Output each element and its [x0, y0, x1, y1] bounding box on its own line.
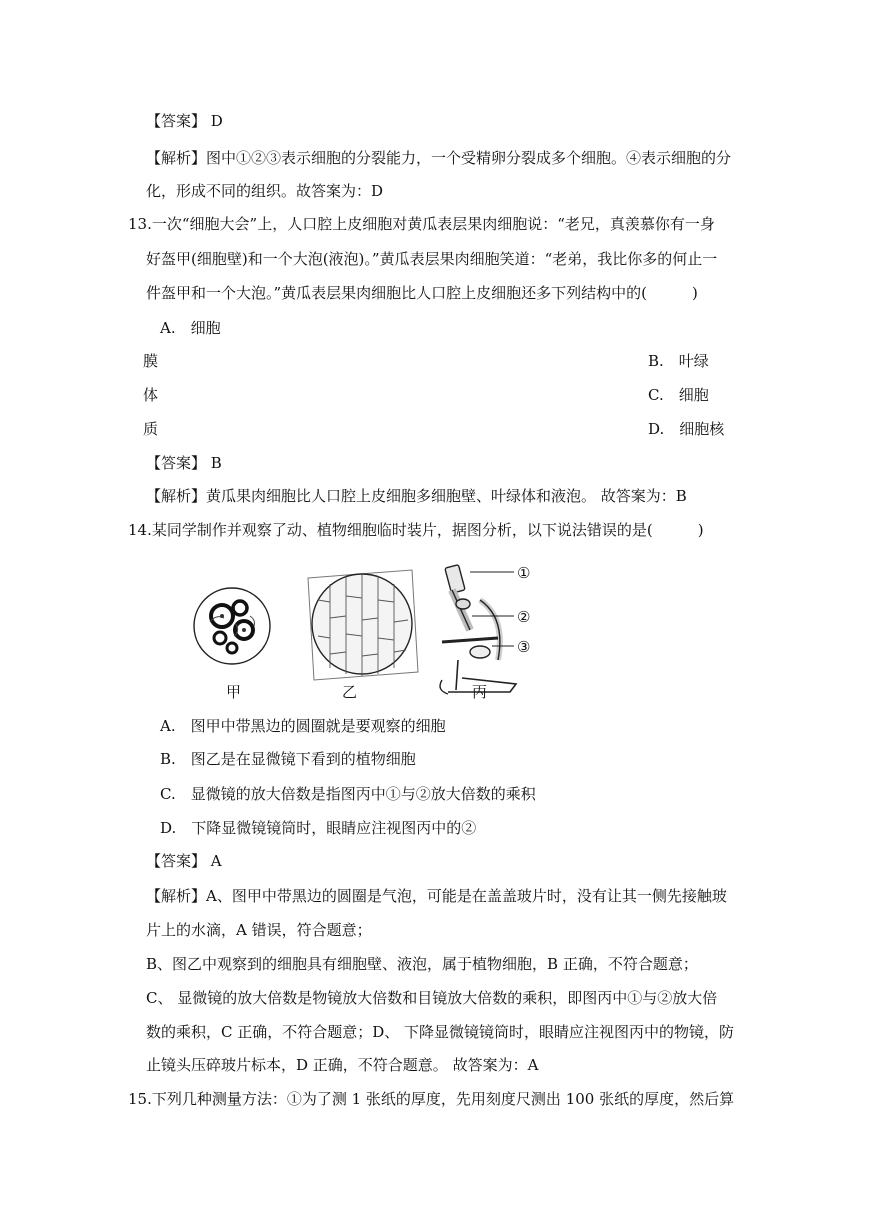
- q14-analysis-line-2: 片上的水滴，A 错误，符合题意；: [146, 921, 372, 939]
- q15-stem-line-1: 15.下列几种测量方法：①为了测 1 张纸的厚度，先用刻度尺测出 100 张纸的厚度，然后算: [128, 1090, 735, 1108]
- q14-stem: 14.某同学制作并观察了动、植物细胞临时装片，据图分析，以下说法错误的是( ): [128, 521, 704, 539]
- q13-option-a: A. 细胞: [160, 319, 221, 337]
- q13-option-c-wrap: 质: [143, 420, 159, 438]
- q14-answer: 【答案】 A: [146, 852, 222, 870]
- figure-label-jia: 甲: [226, 683, 242, 701]
- q14-analysis-line-6: 止镜头压碎玻片标本，D 正确，不符合题意。 故答案为：A: [146, 1056, 539, 1074]
- callout-1: ①: [517, 564, 531, 582]
- q14-analysis-line-3: B、图乙中观察到的细胞具有细胞壁、液泡，属于植物细胞，B 正确，不符合题意；: [146, 955, 698, 973]
- q13-option-a-wrap: 膜: [143, 352, 159, 370]
- q13-stem-line-2: 好盔甲(细胞壁)和一个大泡(液泡)。”黄瓜表层果肉细胞笑道：“老弟，我比你多的何止一: [146, 250, 718, 268]
- figure-yi-view: [308, 570, 418, 680]
- q13-option-c: C. 细胞: [648, 386, 709, 404]
- q13-analysis: 【解析】黄瓜果肉细胞比人口腔上皮细胞多细胞壁、叶绿体和液泡。 故答案为：B: [146, 487, 687, 505]
- q14-analysis-line-1: 【解析】A、图甲中带黑边的圆圈是气泡，可能是在盖盖玻片时，没有让其一侧先接触玻: [146, 887, 727, 905]
- q12-analysis-line-2: 化，形成不同的组织。故答案为：D: [146, 182, 384, 200]
- callout-3: ③: [517, 638, 531, 656]
- q13-option-d: D. 细胞核: [648, 420, 725, 438]
- q13-stem-line-1: 13.一次“细胞大会”上，人口腔上皮细胞对黄瓜表层果肉细胞说：“老兄，真羡慕你有一身: [128, 215, 715, 233]
- q14-option-c: C. 显微镜的放大倍数是指图丙中①与②放大倍数的乘积: [160, 785, 536, 803]
- q12-answer: 【答案】 D: [146, 112, 223, 130]
- q13-option-b: B. 叶绿: [648, 352, 709, 370]
- q12-analysis-line-1: 【解析】图中①②③表示细胞的分裂能力，一个受精卵分裂成多个细胞。④表示细胞的分: [146, 149, 732, 167]
- q13-stem-line-3: 件盔甲和一个大泡。”黄瓜表层果肉细胞比人口腔上皮细胞还多下列结构中的( ): [146, 284, 698, 302]
- q14-option-a: A. 图甲中带黑边的圆圈就是要观察的细胞: [160, 717, 446, 735]
- q14-option-b: B. 图乙是在显微镜下看到的植物细胞: [160, 750, 416, 768]
- q13-option-b-wrap: 体: [143, 386, 159, 404]
- q14-figure: [180, 560, 530, 710]
- callout-2: ②: [517, 608, 531, 626]
- figure-bing-microscope: [440, 565, 516, 694]
- q14-analysis-line-4: C、 显微镜的放大倍数是物镜放大倍数和目镜放大倍数的乘积，即图丙中①与②放大倍: [146, 989, 718, 1007]
- q14-option-d: D. 下降显微镜镜筒时，眼睛应注视图丙中的②: [160, 819, 477, 837]
- q14-analysis-line-5: 数的乘积，C 正确，不符合题意；D、 下降显微镜镜筒时，眼睛应注视图丙中的物镜，防: [146, 1023, 735, 1041]
- figure-jia-view: [194, 588, 270, 664]
- q13-answer: 【答案】 B: [146, 454, 222, 472]
- figure-label-yi: 乙: [342, 683, 358, 701]
- figure-label-bing: 丙: [472, 683, 488, 701]
